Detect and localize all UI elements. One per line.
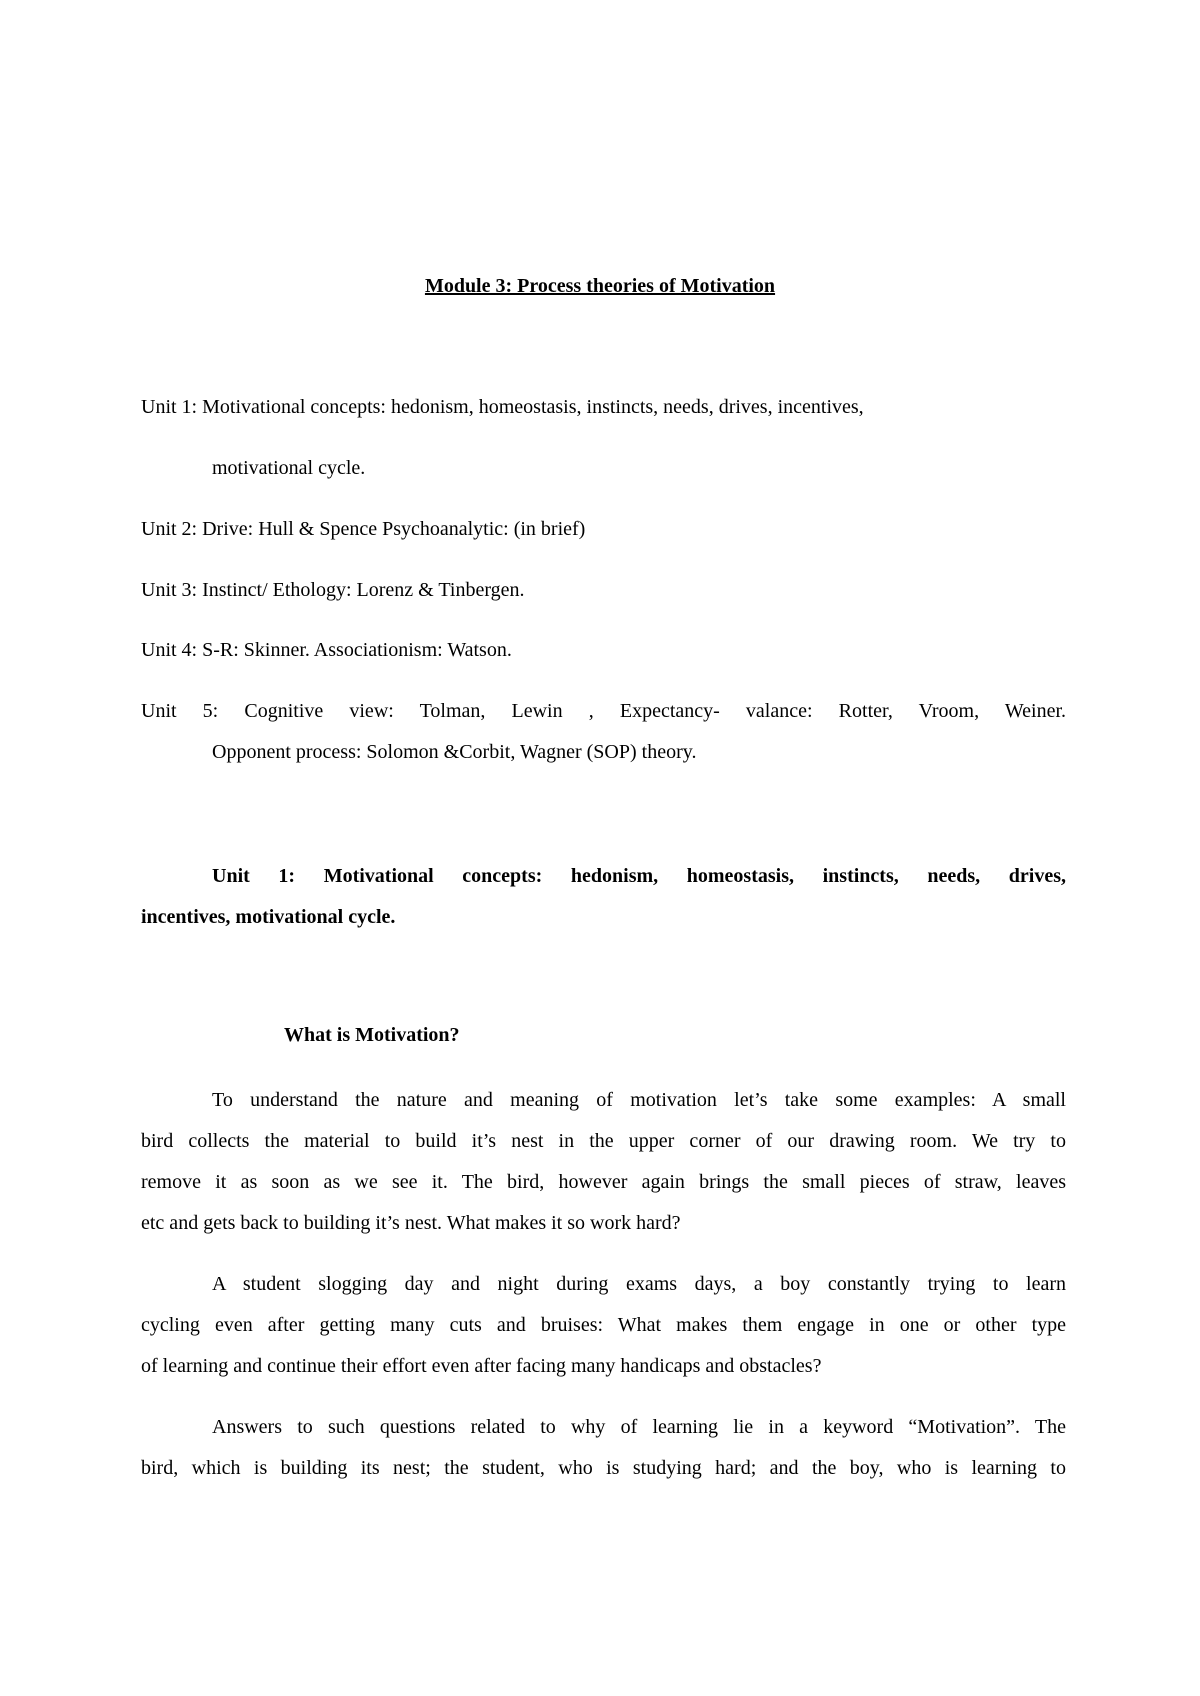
paragraph-2-line-3: of learning and continue their effort even after facing many handicaps and obstacles? (141, 1355, 822, 1377)
unit-5-line-2: Opponent process: Solomon &Corbit, Wagner (SOP) theory. (212, 741, 697, 763)
section-heading-line-1: Unit 1: Motivational concepts: hedonism, homeostasis, instincts, needs, drives, (212, 865, 1066, 887)
paragraph-3-line-2: bird, which is building its nest; the student, who is studying hard; and the boy, who is learning to (141, 1457, 1066, 1479)
unit-1-line-1: Unit 1: Motivational concepts: hedonism, homeostasis, instincts, needs, drives, incentives, (141, 396, 864, 418)
unit-1-line-2: motivational cycle. (212, 457, 366, 479)
paragraph-1-line-2: bird collects the material to build it’s nest in the upper corner of our drawing room. We try to (141, 1130, 1066, 1152)
paragraph-2-line-1: A student slogging day and night during exams days, a boy constantly trying to learn (212, 1273, 1066, 1295)
paragraph-1-line-4: etc and gets back to building it’s nest. What makes it so work hard? (141, 1212, 681, 1234)
unit-2: Unit 2: Drive: Hull & Spence Psychoanalytic: (in brief) (141, 518, 586, 540)
paragraph-2-line-2: cycling even after getting many cuts and bruises: What makes them engage in one or other type (141, 1314, 1066, 1336)
unit-5-line-1: Unit 5: Cognitive view: Tolman, Lewin , Expectancy- valance: Rotter, Vroom, Weiner. (141, 700, 1066, 722)
unit-3: Unit 3: Instinct/ Ethology: Lorenz & Tinbergen. (141, 579, 525, 601)
subheading: What is Motivation? (284, 1024, 460, 1046)
paragraph-3-line-1: Answers to such questions related to why of learning lie in a keyword “Motivation”. The (212, 1416, 1066, 1438)
paragraph-1-line-3: remove it as soon as we see it. The bird, however again brings the small pieces of straw, leaves (141, 1171, 1066, 1193)
page-title: Module 3: Process theories of Motivation (424, 275, 776, 297)
unit-4: Unit 4: S-R: Skinner. Associationism: Watson. (141, 639, 512, 661)
section-heading-line-2: incentives, motivational cycle. (141, 906, 396, 928)
paragraph-1-line-1: To understand the nature and meaning of motivation let’s take some examples: A small (212, 1089, 1066, 1111)
